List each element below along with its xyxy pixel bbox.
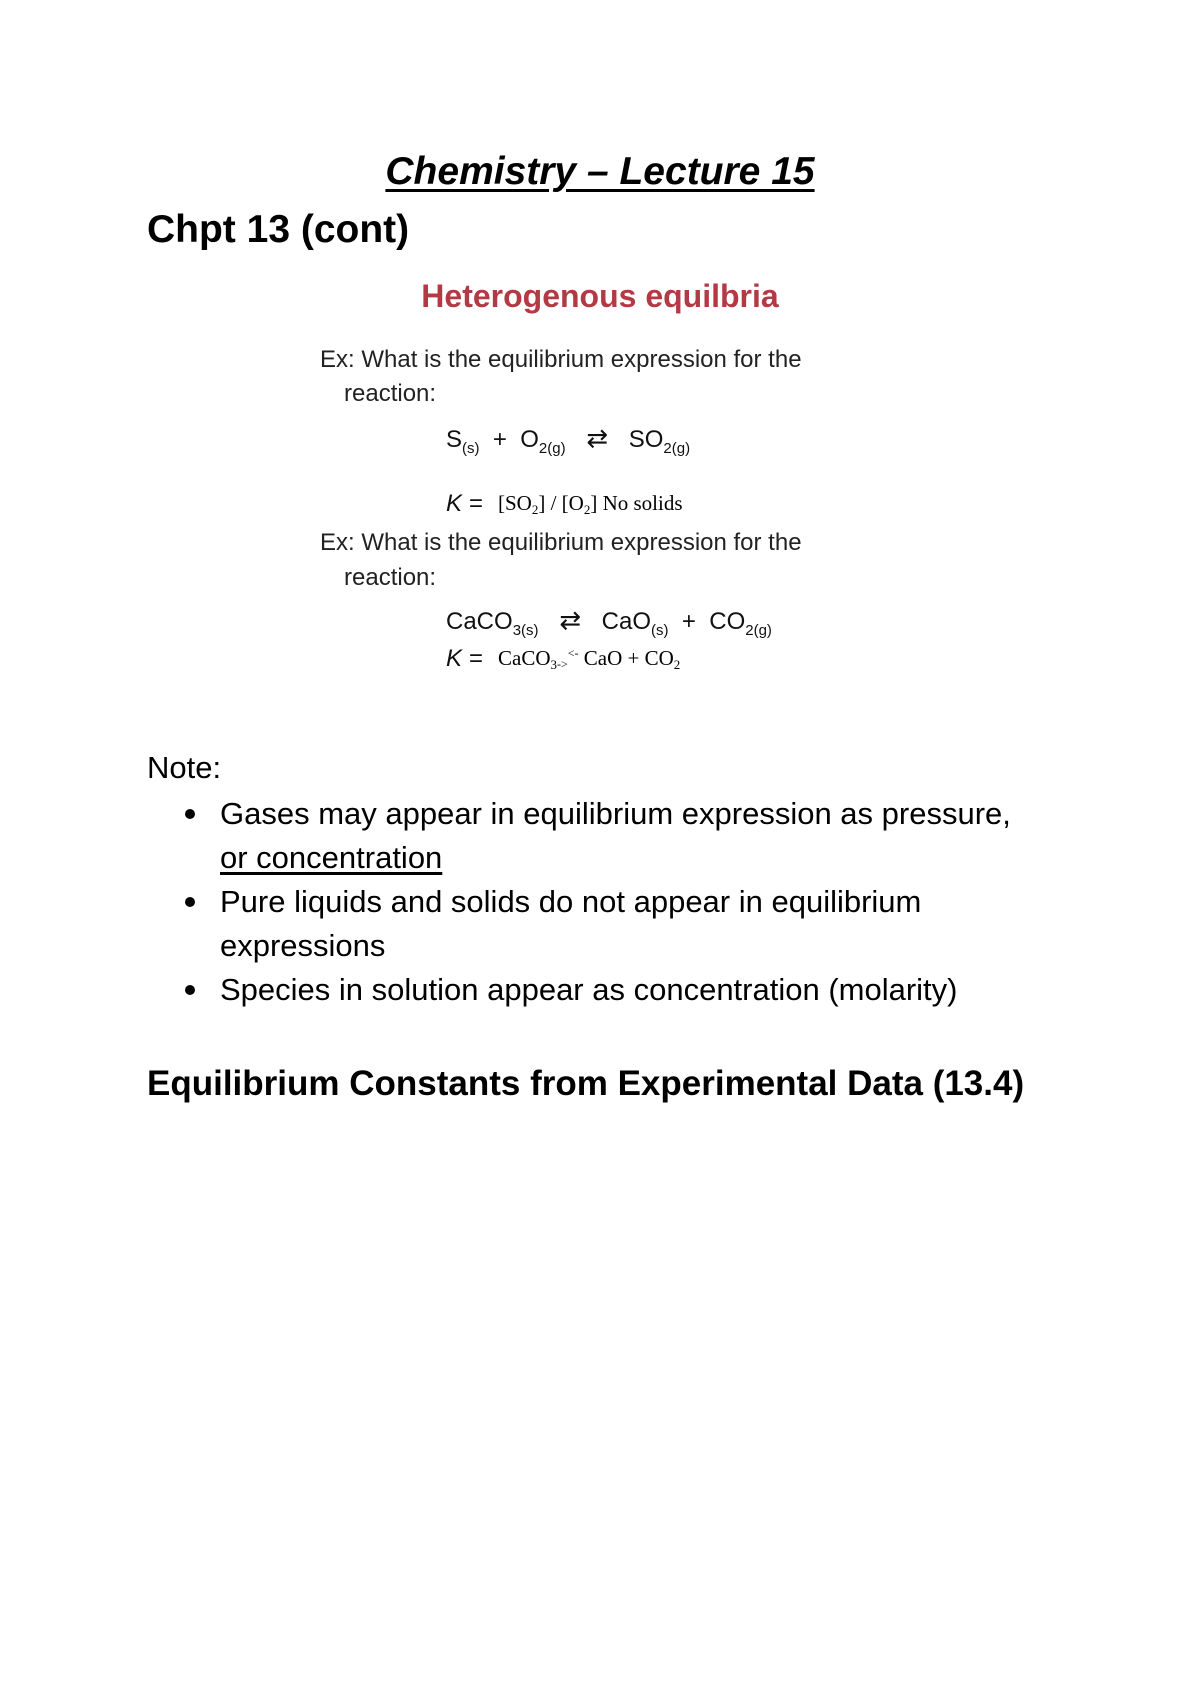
example1-prompt-cont: reaction:	[344, 380, 437, 407]
chapter-heading: Chpt 13 (cont)	[147, 208, 410, 251]
list-item: Gases may appear in equilibrium expression as pressure, or concentration	[147, 792, 1097, 880]
example1-reaction: $S_{(s)} + O_{2(g)}$ ⇄ $SO_{2(g)}$	[446, 423, 691, 457]
equilibrium-arrow: ⇄	[586, 423, 609, 453]
example1-k-label: K =	[446, 490, 483, 517]
slide-heading: Heterogenous equilbria	[421, 278, 779, 314]
bullet-icon	[185, 897, 195, 907]
note-label: Note:	[147, 750, 222, 785]
list-item: Species in solution appear as concentration (molarity)	[147, 968, 1097, 1012]
example2-prompt-cont: reaction:	[344, 564, 437, 591]
section-heading: Equilibrium Constants from Experimental Data (13.4)	[147, 1064, 1025, 1103]
example1-prompt: Ex: What is the equilibrium expression for the	[320, 346, 802, 373]
page-title: Chemistry – Lecture 15	[385, 150, 815, 193]
example2-prompt: Ex: What is the equilibrium expression for the	[320, 529, 802, 556]
note-list	[147, 792, 1097, 1012]
example2-k-label: K =	[446, 645, 483, 672]
list-item: Pure liquids and solids do not appear in equilibrium expressions	[147, 880, 1097, 968]
equilibrium-arrow: ⇄	[559, 605, 581, 635]
example2-reaction: CaCO$_{3(s)}$ ⇄ $CaO_{(s)} + CO_{2(g)}$	[446, 605, 772, 639]
example1-answer: $[SO_2] / [O_2]$ No solids	[498, 491, 683, 517]
bullet-icon	[185, 809, 195, 819]
example2-answer: CaCO$_3$-><- CaO + $CO_2$	[498, 646, 681, 672]
bullet-icon	[185, 985, 195, 995]
